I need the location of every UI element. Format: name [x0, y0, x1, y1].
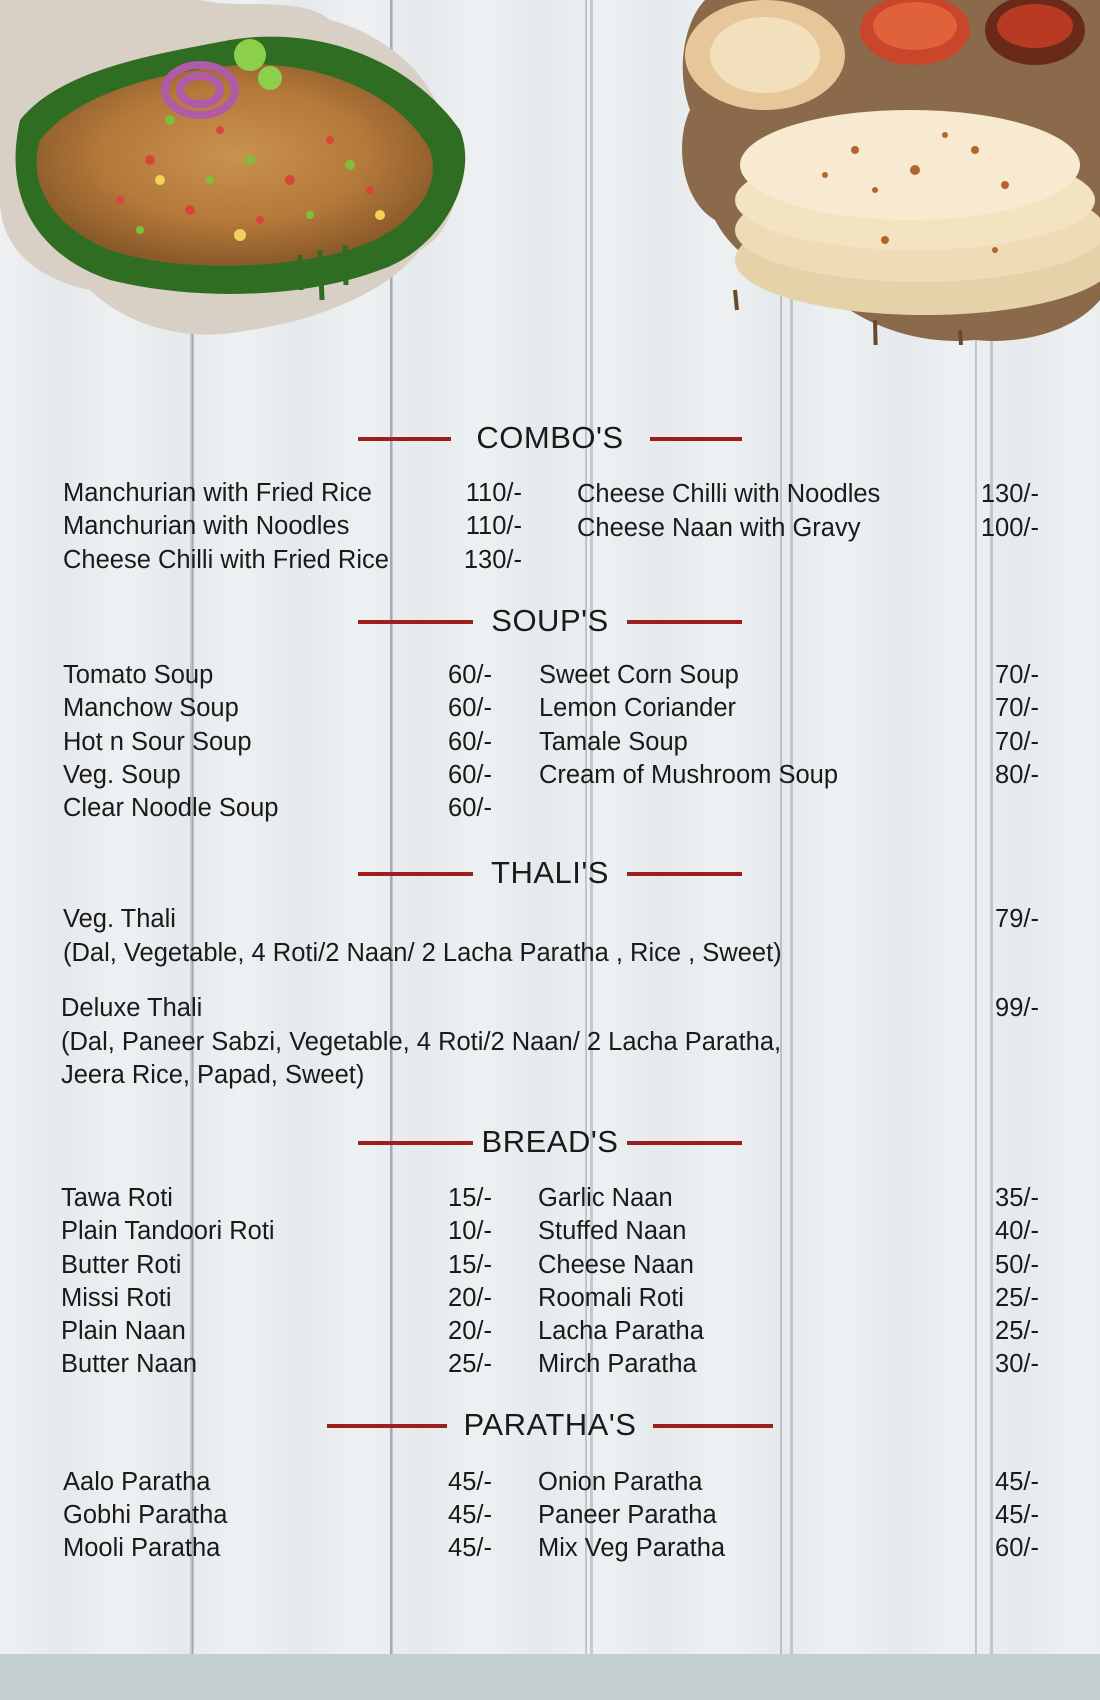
menu-item-name: Butter Roti: [61, 1251, 182, 1279]
menu-item-name: Hot n Sour Soup: [63, 728, 252, 756]
menu-item-price: 25/-: [995, 1284, 1039, 1312]
menu-item-name: Plain Tandoori Roti: [61, 1217, 275, 1245]
header-rule-right: [627, 1141, 742, 1145]
menu-item-name: Plain Naan: [61, 1317, 186, 1345]
footer-band: [0, 1654, 1100, 1700]
menu-item-name: Sweet Corn Soup: [539, 661, 739, 689]
menu-item-price: 60/-: [448, 661, 492, 689]
menu-item-name: Roomali Roti: [538, 1284, 684, 1312]
menu-item-name: Tawa Roti: [61, 1184, 173, 1212]
menu-item-price: 35/-: [995, 1184, 1039, 1212]
section-header-combos: [0, 418, 1100, 458]
fried-rice-photo: [0, 0, 480, 340]
menu-item-price: 70/-: [995, 661, 1039, 689]
menu-item-name: Tomato Soup: [63, 661, 214, 689]
menu-item-name: Stuffed Naan: [538, 1217, 687, 1245]
menu-item-price: 25/-: [448, 1350, 492, 1378]
menu-item-name: Veg. Soup: [63, 761, 181, 789]
thali-description: (Dal, Vegetable, 4 Roti/2 Naan/ 2 Lacha Paratha , Rice , Sweet): [63, 939, 782, 967]
menu-item-price: 100/-: [980, 514, 1039, 542]
section-header-thalis: [0, 853, 1100, 893]
menu-item-name: Paneer Paratha: [538, 1501, 717, 1529]
menu-item-price: 45/-: [995, 1501, 1039, 1529]
thali-name: Veg. Thali: [63, 905, 176, 933]
menu-item-price: 45/-: [448, 1468, 492, 1496]
menu-item-name: Garlic Naan: [538, 1184, 673, 1212]
menu-item-price: 60/-: [995, 1534, 1039, 1562]
menu-item-name: Clear Noodle Soup: [63, 794, 279, 822]
section-header-breads: [0, 1122, 1100, 1162]
menu-item-price: 50/-: [995, 1251, 1039, 1279]
menu-item-price: 15/-: [448, 1184, 492, 1212]
section-title: SOUP'S: [491, 603, 609, 638]
section-header-parathas: [0, 1405, 1100, 1445]
menu-item-name: Gobhi Paratha: [63, 1501, 228, 1529]
section-header-soups: [0, 601, 1100, 641]
menu-item-price: 45/-: [448, 1501, 492, 1529]
menu-item-name: Tamale Soup: [539, 728, 688, 756]
menu-item-name: Mooli Paratha: [63, 1534, 221, 1562]
thali-description: (Dal, Paneer Sabzi, Vegetable, 4 Roti/2 Naan/ 2 Lacha Paratha,: [61, 1028, 782, 1056]
thali-name: Deluxe Thali: [61, 994, 203, 1022]
menu-item-price: 20/-: [448, 1317, 492, 1345]
menu-item-price: 110/-: [465, 479, 522, 507]
section-title: THALI'S: [491, 855, 609, 890]
menu-item-name: Lacha Paratha: [538, 1317, 704, 1345]
menu-item-price: 30/-: [995, 1350, 1039, 1378]
menu-item-price: 25/-: [995, 1317, 1039, 1345]
menu-item-name: Manchurian with Noodles: [63, 512, 350, 540]
menu-item-price: 60/-: [448, 728, 492, 756]
menu-item-price: 40/-: [995, 1217, 1039, 1245]
header-rule-right: [627, 872, 742, 876]
menu-item-name: Lemon Coriander: [539, 694, 737, 722]
menu-item-name: Cheese Naan: [538, 1251, 694, 1279]
thali-price: 99/-: [995, 994, 1039, 1022]
menu-item-name: Mix Veg Paratha: [538, 1534, 726, 1562]
menu-item-price: 60/-: [448, 794, 492, 822]
menu-item-price: 70/-: [995, 694, 1039, 722]
menu-item-name: Aalo Paratha: [63, 1468, 211, 1496]
paratha-photo: [675, 0, 1100, 345]
menu-item-name: Mirch Paratha: [538, 1350, 697, 1378]
menu-item-price: 45/-: [448, 1534, 492, 1562]
section-title: BREAD'S: [481, 1124, 619, 1159]
thali-description: Jeera Rice, Papad, Sweet): [61, 1061, 365, 1089]
menu-item-name: Cheese Chilli with Fried Rice: [63, 546, 389, 574]
section-title: COMBO'S: [476, 420, 624, 455]
section-title: PARATHA'S: [463, 1407, 637, 1442]
menu-item-name: Manchurian with Fried Rice: [63, 479, 372, 507]
menu-item-name: Cheese Naan with Gravy: [577, 514, 861, 542]
menu-item-name: Manchow Soup: [63, 694, 239, 722]
menu-item-price: 45/-: [995, 1468, 1039, 1496]
menu-item-price: 80/-: [995, 761, 1039, 789]
menu-item-name: Butter Naan: [61, 1350, 198, 1378]
thali-price: 79/-: [995, 905, 1039, 933]
menu-item-name: Cream of Mushroom Soup: [539, 761, 839, 789]
header-rule-right: [627, 620, 742, 624]
menu-item-price: 130/-: [463, 546, 522, 574]
menu-item-name: Cheese Chilli with Noodles: [577, 480, 881, 508]
menu-item-price: 15/-: [448, 1251, 492, 1279]
menu-item-price: 60/-: [448, 761, 492, 789]
header-rule-right: [653, 1424, 773, 1428]
menu-item-price: 70/-: [995, 728, 1039, 756]
menu-item-price: 60/-: [448, 694, 492, 722]
menu-item-price: 130/-: [980, 480, 1039, 508]
header-rule-right: [650, 437, 742, 441]
menu-item-price: 20/-: [448, 1284, 492, 1312]
menu-item-price: 10/-: [448, 1217, 492, 1245]
menu-item-name: Missi Roti: [61, 1284, 172, 1312]
menu-item-name: Onion Paratha: [538, 1468, 703, 1496]
menu-item-price: 110/-: [465, 512, 522, 540]
